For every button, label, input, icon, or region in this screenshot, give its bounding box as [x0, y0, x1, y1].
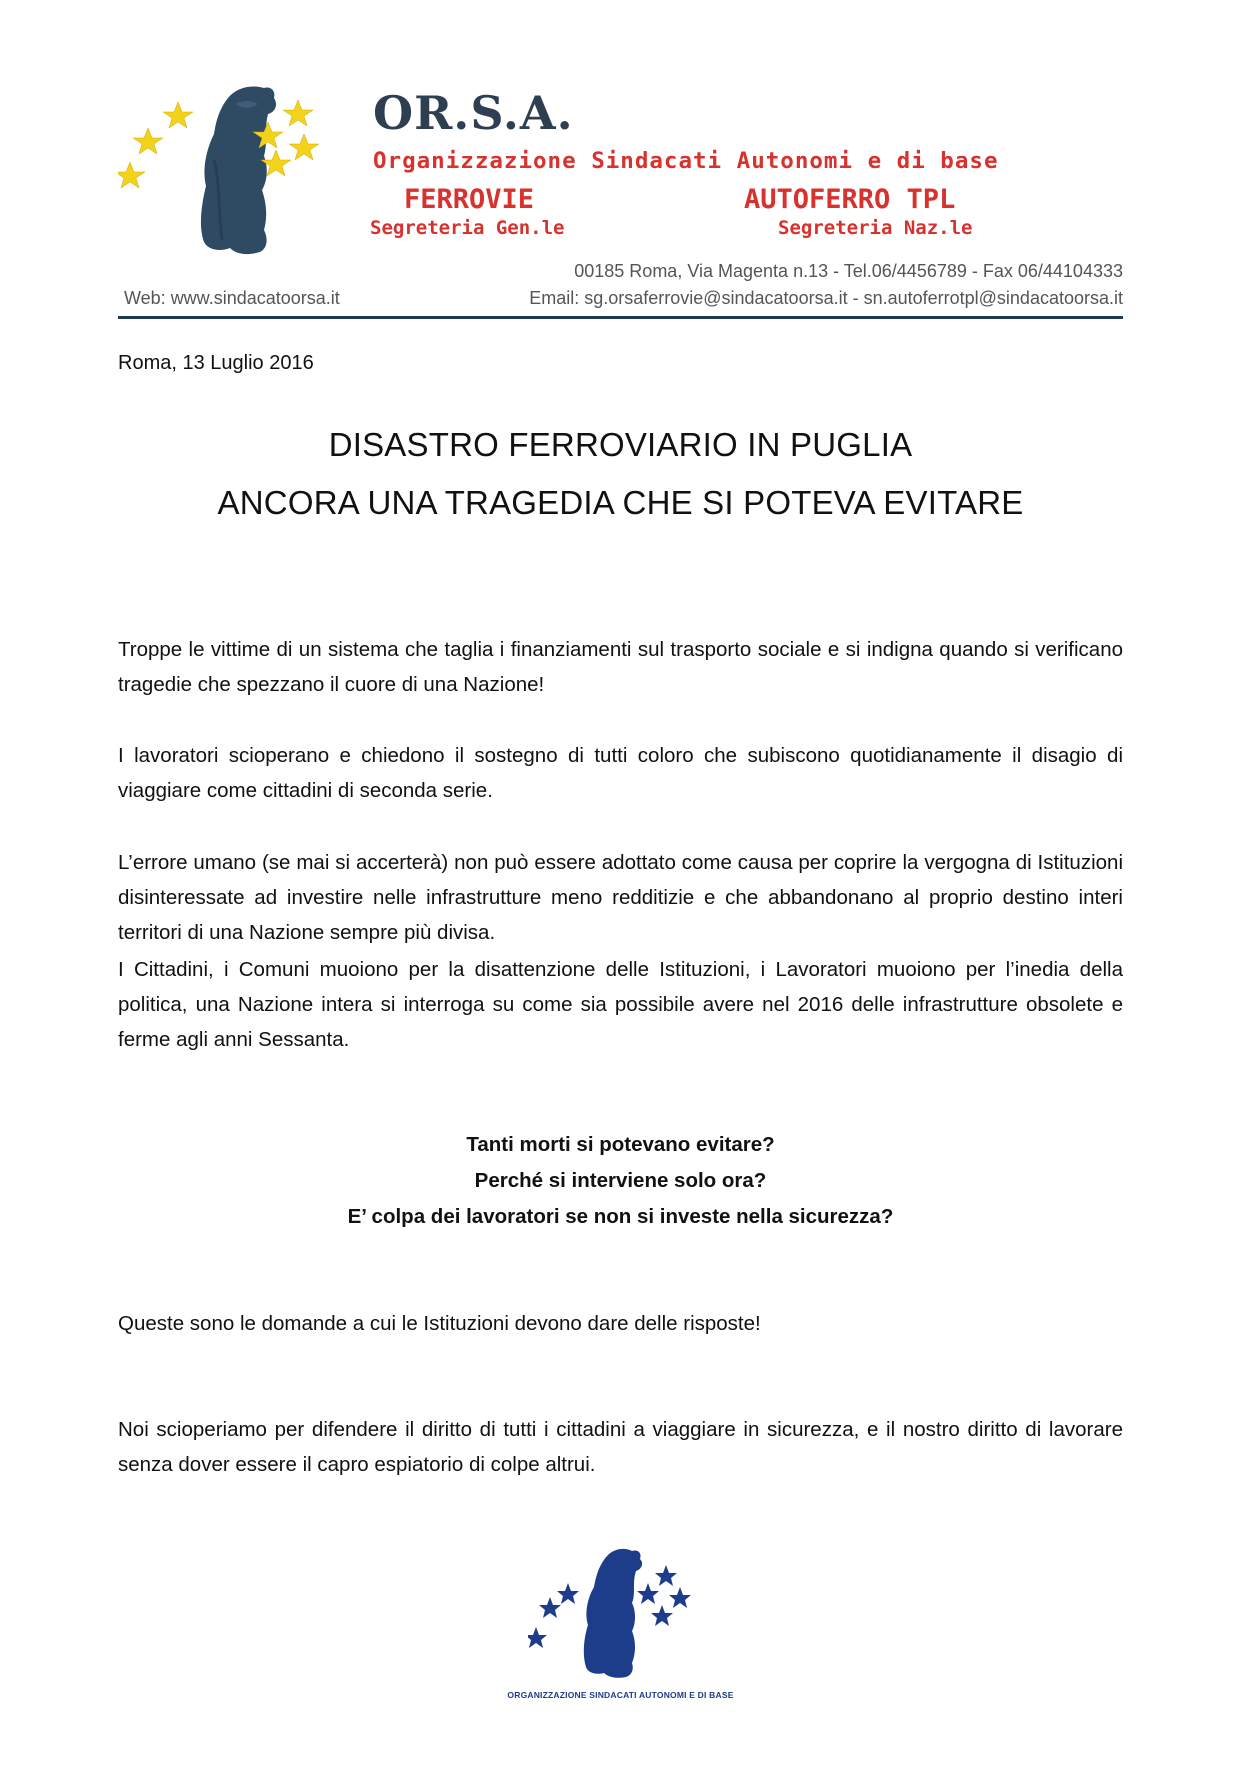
- division-ferrovie: FERROVIE: [404, 184, 535, 215]
- org-short-name: OR.S.A.: [373, 86, 574, 140]
- question-line: Perché si interviene solo ora?: [474, 1169, 767, 1192]
- division-autoferro: AUTOFERRO TPL: [744, 184, 956, 215]
- bear-with-stars-icon: [118, 70, 348, 270]
- body-paragraph: I lavoratori scioperano e chiedono il sostegno di tutti coloro che subiscono quotidianamente il disagio di viaggiare come cittadini di seconda serie.: [118, 744, 1123, 802]
- question-line: Tanti morti si potevano evitare?: [466, 1133, 775, 1156]
- letterhead: [118, 60, 1123, 324]
- header-divider: [118, 316, 1123, 319]
- division-autoferro-secretariat: Segreteria Naz.le: [778, 217, 973, 239]
- closing-paragraph: Noi scioperiamo per difendere il diritto di tutti i cittadini a viaggiare in sicurezza, e il nostro diritto di lavorare senza dover essere il capro espiatorio di colpe altrui.: [118, 1418, 1123, 1476]
- document-title-line-1: DISASTRO FERROVIARIO IN PUGLIA: [328, 426, 913, 463]
- body-paragraph: I Cittadini, i Comuni muoiono per la disattenzione delle Istituzioni, i Lavoratori muoiono per l’inedia della politica, una Nazione intera si interroga su come sia possibile avere nel 2016 delle infrastrutture obsolete e ferme agli anni Sessanta.: [118, 958, 1123, 1051]
- closing-paragraph: Queste sono le domande a cui le Istituzioni devono dare delle risposte!: [118, 1312, 761, 1335]
- postal-address: 00185 Roma, Via Magenta n.13 - Tel.06/4456789 - Fax 06/44104333: [574, 261, 1123, 281]
- body-paragraph: L’errore umano (se mai si accerterà) non può essere adottato come causa per coprire la vergogna di Istituzioni disinteressate ad investire nelle infrastrutture meno redditizie e che abbandonano al proprio destino interi territori di una Nazione sempre più divisa.: [118, 851, 1123, 944]
- division-ferrovie-secretariat: Segreteria Gen.le: [370, 217, 565, 239]
- website-link[interactable]: Web: www.sindacatoorsa.it: [124, 288, 340, 308]
- question-block: [0, 1127, 1241, 1235]
- document-date: Roma, 13 Luglio 2016: [118, 352, 314, 374]
- email-addresses[interactable]: Email: sg.orsaferrovie@sindacatoorsa.it - sn.autoferrotpl@sindacatoorsa.it: [529, 288, 1123, 308]
- bear-with-stars-icon: [528, 1545, 718, 1685]
- org-full-name: Organizzazione Sindacati Autonomi e di base: [373, 148, 999, 174]
- body-paragraph: Troppe le vittime di un sistema che taglia i finanziamenti sul trasporto sociale e si indigna quando si verificano tragedie che spezzano il cuore di una Nazione!: [118, 638, 1123, 696]
- document-title-line-2: ANCORA UNA TRAGEDIA CHE SI POTEVA EVITARE: [217, 484, 1024, 521]
- footer-org-name: ORGANIZZAZIONE SINDACATI AUTONOMI E DI BASE: [507, 1690, 734, 1700]
- question-line: E’ colpa dei lavoratori se non si investe nella sicurezza?: [347, 1205, 894, 1228]
